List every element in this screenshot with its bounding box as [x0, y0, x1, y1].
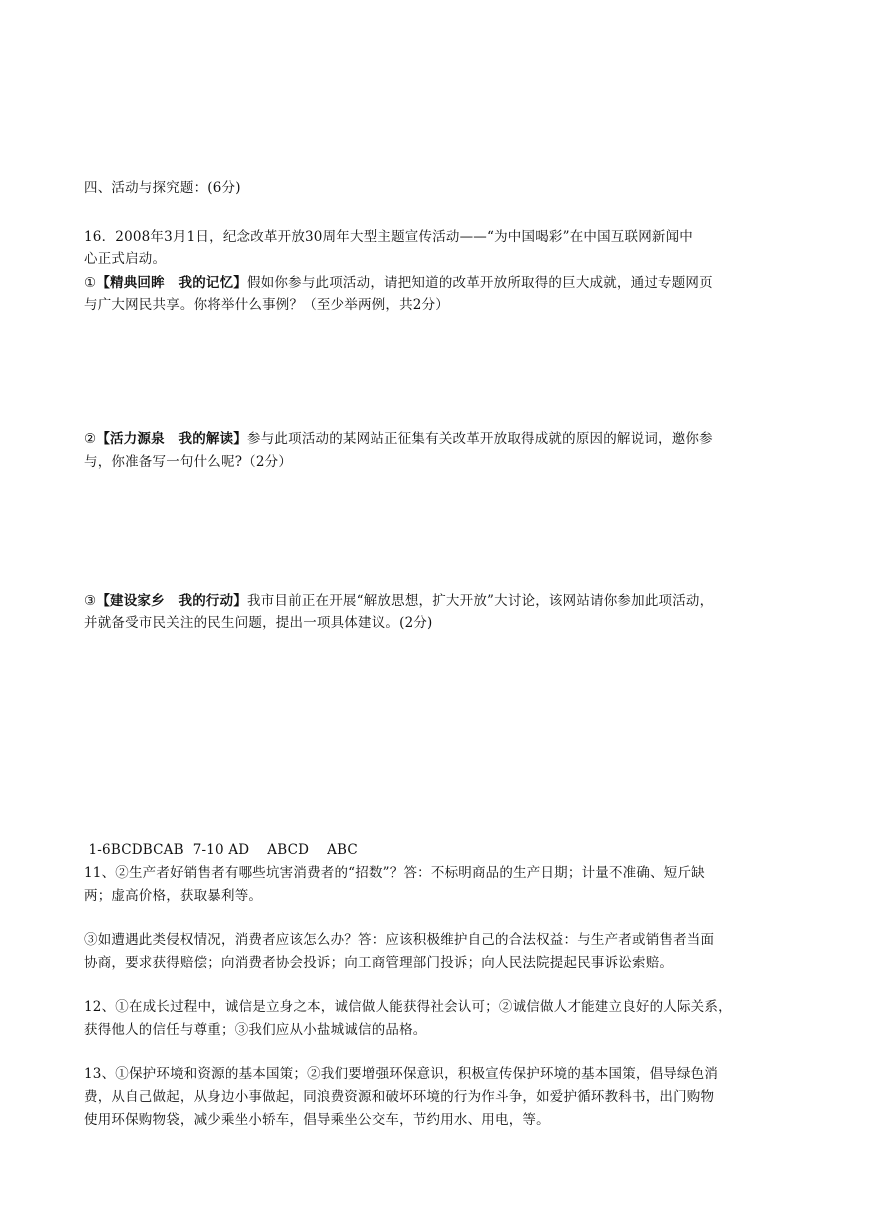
answer-12-line-2: 获得他人的信任与尊重；③我们应从小盐城诚信的品格。	[84, 1022, 427, 1038]
answer-11-line-2: 两；虚高价格，获取暴利等。	[84, 888, 263, 904]
q16-intro-line-2: 心正式启动。	[84, 251, 167, 267]
q16-part1-marker: ①	[84, 275, 97, 291]
answer-12-line-1: 12、①在成长过程中，诚信是立身之本，诚信做人能获得社会认可；②诚信做人才能建立良好的人际关系，	[84, 999, 732, 1015]
q16-part2-line-2: 与，你准备写一句什么呢?（2分）	[84, 454, 293, 470]
q16-part3-line-1	[84, 590, 786, 612]
answer-13-line-2: 费，从自己做起，从身边小事做起，同浪费资源和破坏环境的行为作斗争，如爱护循环教科书，出门购物	[84, 1089, 715, 1105]
answer-11b-line-2: 协商，要求获得赔偿；向消费者协会投诉；向工商管理部门投诉；向人民法院提起民事诉讼索赔。	[84, 955, 674, 971]
answer-13-line-3: 使用环保购物袋，减少乘坐小轿车，倡导乘坐公交车，节约用水、用电，等。	[84, 1112, 550, 1128]
q16-part1-line-1	[84, 272, 786, 294]
answer-13-line-1: 13、①保护环境和资源的基本国策；②我们要增强环保意识，积极宣传保护环境的基本国策，倡导绿色消	[84, 1066, 719, 1082]
section-heading: 四、活动与探究题：(6分)	[84, 180, 241, 196]
q16-part3-text: 我市目前正在开展“解放思想，扩大开放”大讨论，该网站请你参加此项活动，	[247, 593, 714, 609]
q16-part2-text: 参与此项活动的某网站正征集有关改革开放取得成就的原因的解说词，邀你参	[247, 431, 713, 447]
q16-part3-title: 【建设家乡 我的行动】	[96, 593, 248, 609]
q16-part1-title: 【精典回眸 我的记忆】	[96, 275, 248, 291]
answer-key-multiple-choice: 1-6BCDBCAB 7-10 AD ABCD ABC	[84, 842, 358, 858]
q16-intro-line-1: 16．2008年3月1日，纪念改革开放30周年大型主题宣传活动——“为中国喝彩”在中国互联网新闻中	[84, 229, 693, 245]
answer-11-line-1: 11、②生产者好销售者有哪些坑害消费者的“招数”？答：不标明商品的生产日期；计量不准确、短斤缺	[84, 865, 705, 881]
q16-part1-text: 假如你参与此项活动，请把知道的改革开放所取得的巨大成就，通过专题网页	[247, 275, 713, 291]
q16-part1-line-2: 与广大网民共享。你将举什么事例？（至少举两例，共2分）	[84, 297, 449, 313]
q16-part3-marker: ③	[84, 593, 97, 609]
q16-part2-title: 【活力源泉 我的解读】	[96, 431, 248, 447]
q16-part3-line-2: 并就备受市民关注的民生问题，提出一项具体建议。(2分)	[84, 615, 433, 631]
answer-11b-line-1: ③如遭遇此类侵权情况，消费者应该怎么办？答：应该积极维护自己的合法权益：与生产者或销售者当面	[84, 932, 715, 948]
q16-part2-line-1	[84, 428, 786, 450]
q16-part2-marker: ②	[84, 431, 97, 447]
